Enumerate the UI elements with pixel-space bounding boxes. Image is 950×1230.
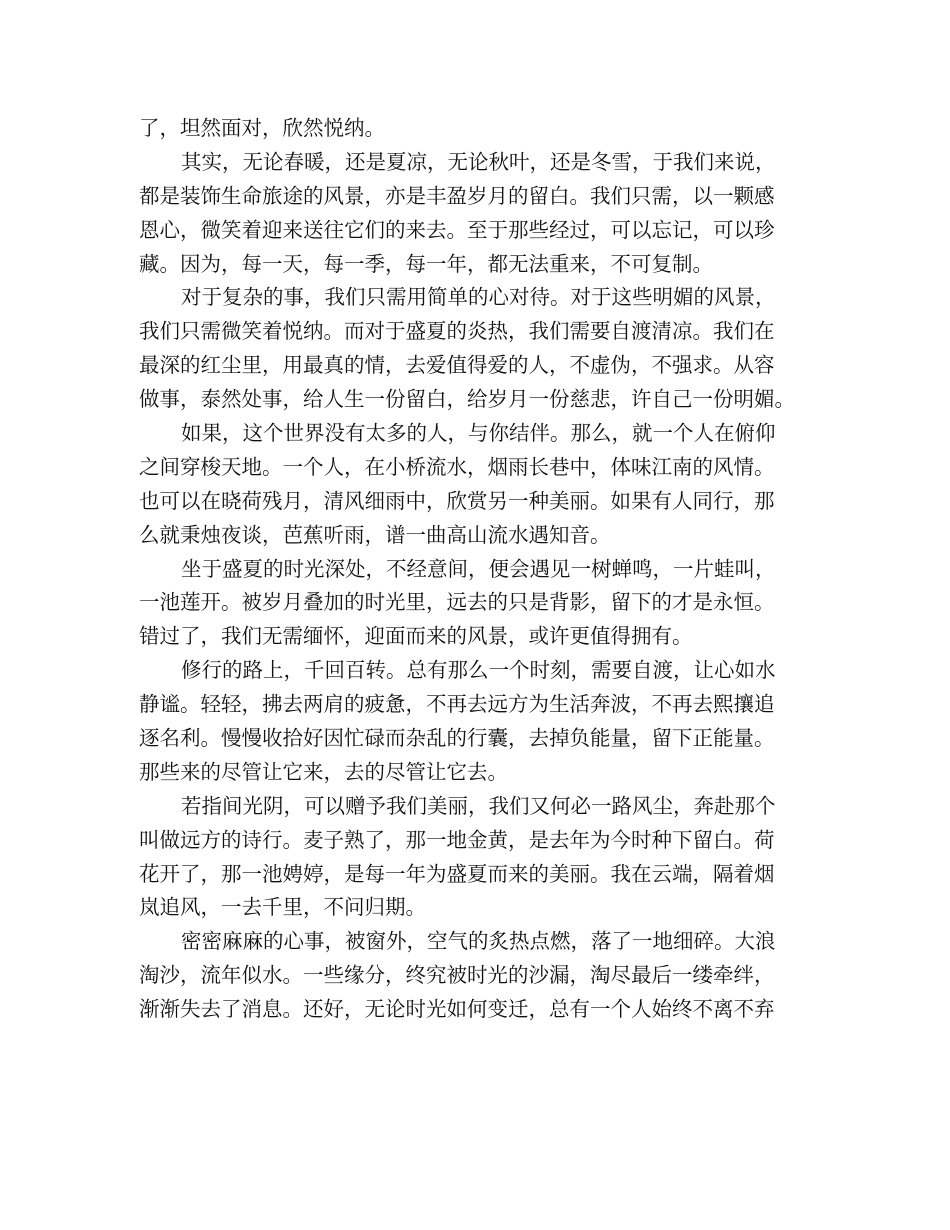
text-line: 我们只需微笑着悦纳。而对于盛夏的炎热，我们需要自渡清凉。我们在: [139, 319, 775, 344]
text-line: 恩心，微笑着迎来送往它们的来去。至于那些经过，可以忘记，可以珍: [139, 217, 775, 242]
text-line: 其实，无论春暖，还是夏凉，无论秋叶，还是冬雪，于我们来说，: [181, 149, 776, 174]
text-line: 做事，泰然处事，给人生一份留白，给岁月一份慈悲，许自己一份明媚。: [139, 387, 795, 412]
text-line: 花开了，那一池娉婷，是每一年为盛夏而来的美丽。我在云端，隔着烟: [139, 861, 775, 886]
text-line: 叫做远方的诗行。麦子熟了，那一地金黄，是去年为今时种下留白。荷: [139, 827, 775, 852]
text-line: 都是装饰生命旅途的风景，亦是丰盈岁月的留白。我们只需，以一颗感: [139, 183, 775, 208]
text-line: 错过了，我们无需缅怀，迎面而来的风景，或许更值得拥有。: [139, 624, 693, 649]
article-body: [139, 112, 829, 1027]
text-line: 一池莲开。被岁月叠加的时光里，远去的只是背影，留下的才是永恒。: [139, 590, 775, 615]
text-line: 修行的路上，千回百转。总有那么一个时刻，需要自渡，让心如水: [181, 658, 776, 683]
text-line: 淘沙，流年似水。一些缘分，终究被时光的沙漏，淘尽最后一缕牵绊，: [139, 963, 775, 988]
text-line: 静谧。轻轻，拂去两肩的疲惫，不再去远方为生活奔波，不再去熙攘追: [139, 692, 775, 717]
text-line: 也可以在晓荷残月，清风细雨中，欣赏另一种美丽。如果有人同行，那: [139, 488, 775, 513]
text-line: 了，坦然面对，欣然悦纳。: [139, 116, 385, 140]
text-line: 之间穿梭天地。一个人，在小桥流水，烟雨长巷中，体味江南的风情。: [139, 454, 775, 479]
text-line: 如果，这个世界没有太多的人，与你结伴。那么，就一个人在俯仰: [181, 421, 776, 446]
text-line: 对于复杂的事，我们只需用简单的心对待。对于这些明媚的风景，: [181, 285, 776, 310]
text-line: 岚追风，一去千里，不问归期。: [139, 895, 426, 920]
text-line: 密密麻麻的心事，被窗外，空气的炙热点燃，落了一地细碎。大浪: [181, 929, 776, 954]
text-line: 坐于盛夏的时光深处，不经意间，便会遇见一树蝉鸣，一片蛙叫，: [181, 556, 776, 581]
text-line: 藏。因为，每一天，每一季，每一年，都无法重来，不可复制。: [139, 251, 713, 276]
text-line: 逐名利。慢慢收拾好因忙碌而杂乱的行囊，去掉负能量，留下正能量。: [139, 726, 775, 751]
text-line: 那些来的尽管让它来，去的尽管让它去。: [139, 759, 508, 784]
text-line: 渐渐失去了消息。还好，无论时光如何变迁，总有一个人始终不离不弃: [139, 997, 775, 1022]
text-line: 若指间光阴，可以赠予我们美丽，我们又何必一路风尘，奔赴那个: [181, 793, 776, 818]
text-line: 么就秉烛夜谈，芭蕉听雨，谱一曲高山流水遇知音。: [139, 522, 611, 547]
text-line: 最深的红尘里，用最真的情，去爱值得爱的人，不虚伪，不强求。从容: [139, 353, 775, 378]
